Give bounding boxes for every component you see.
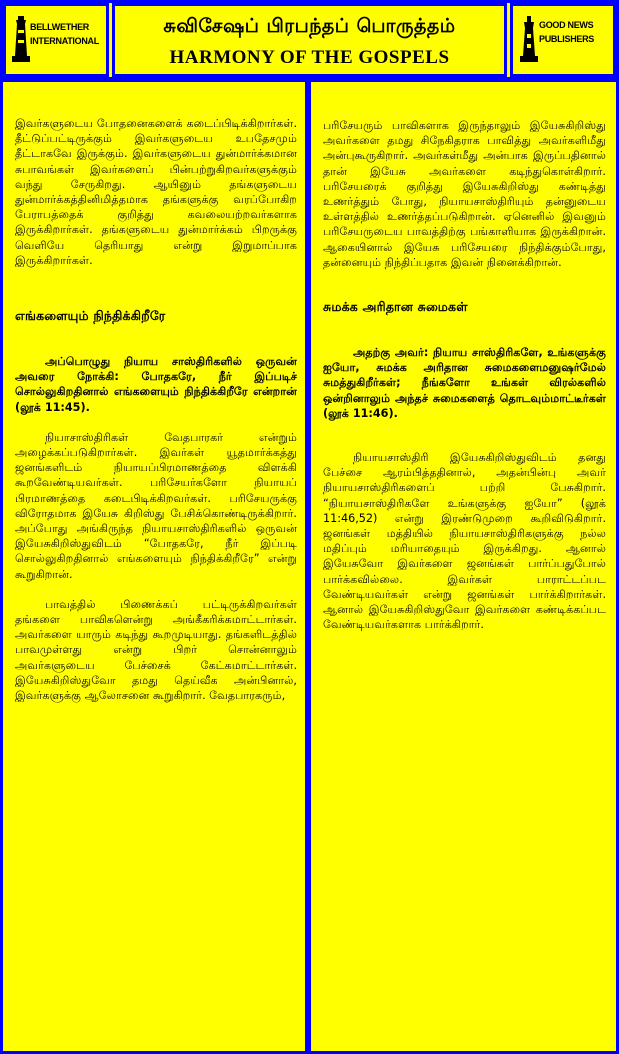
tower-icon xyxy=(519,16,539,64)
right-verse: அதற்கு அவர்: நியாய சாஸ்திரிகளே, உங்களுக்கு ஐயோ, சுமக்க அரிதான சுமைகளைமனுஷர்மேல் சுமத்துகிறீர்கள்; நீங்களோ உங்கள் விரல்களில் ஒன்றினாலும் அந்தச் சுமைகளைத் தொடவும்மாட்டீர்கள் (லூக் 11:46). xyxy=(323,346,606,420)
right-logo-line1: GOOD NEWS xyxy=(539,20,594,30)
good-news-logo xyxy=(510,3,616,77)
right-section-heading: சுமக்க அரிதான சுமைகள் xyxy=(323,299,468,315)
bellwether-logo xyxy=(3,3,109,77)
left-logo-line1: BELLWETHER xyxy=(30,22,89,32)
right-paragraph-1: பரிசேயரும் பாவிகளாக இருந்தாலும் இயேசுகிறிஸ்து அவர்களை தமது சிநேகிதராக பாவித்து அவர்களிமீது அன்புகூருகிறார். அவர்கள்மீது அன்பாக இருப்பதினால் தான் இயேசு அவர்களை கடிந்துகொள்கிறார். பரிசேயரைக் குறித்து இயேசுகிறிஸ்து கண்டித்து உணர்த்தும் போது, நியாயசாஸ்திரியும் தன்னுடைய உள்ளத்தில் உணர்த்தப்படுகிறான். ஏனெனில் இவனும் பரிசேயருடைய பாவத்திற்கு பங்காளியாக இருக்கிறான். ஆகையினால் இயேசு பரிசேயரை நிந்திக்கும்போது, தன்னையும் நிந்திப்பதாக இவன் நினைக்கிறான். xyxy=(323,119,606,269)
left-section-heading: எங்களையும் நிந்திக்கிறீரே xyxy=(15,308,166,324)
left-verse: அப்பொழுது நியாய சாஸ்திரிகளில் ஒருவன் அவரை நோக்கி: போதகரே, நீர் இப்படிச் சொல்லுகிறதினால் எங்களையும் நிந்திக்கிறீரே என்றான் (லூக் 11:45). xyxy=(15,355,297,414)
left-paragraph-3: பாவத்தில் பிணைக்கப் பட்டிருக்கிறவர்கள் தங்களை பாவிகளென்று அங்கீகரிக்கமாட்டார்கள். அவர்களை யாரும் கடிந்து கூறமுடியாது. தங்களிடத்தில் பாவமுள்ளது என்று பிறர் சொன்னாலும் அவர்களுடைய பேச்சைக் கேட்கமாட்டார்கள். இயேசுகிறிஸ்துவோ தமது தெய்வீக அன்பினால், இவர்களுக்கு ஆலோசனை கூறுகிறார். வேதபாரகரும், xyxy=(15,597,297,703)
left-paragraph-2: நியாசாஸ்திரிகள் வேதபாரகர் என்றும் அழைக்கப்படுகிறார்கள். இவர்கள் யூதமார்க்கத்து ஜனங்களிடம் நியாயப்பிரமாணத்தை விளக்கி கூறவேண்டியவர்கள். பரிசேயர்களோ நியாயப் பிரமாணத்தை கடைபிடிக்கிறவர்கள். பரிசேயருக்கு விரோதமாக இயேசு கிறிஸ்து பேசிக்கொண்டிருக்கிறார். அப்போது அங்கிருந்த நியாயசாஸ்திரிகளில் ஒருவன் இயேசுகிறிஸ்துவிடம் “போதகரே, நீர் இப்படி சொல்லுகிறதினால் எங்களையும் நிந்திக்கிறீரே” என்று கூறுகிறான். xyxy=(15,430,297,581)
right-paragraph-2: நியாயசாஸ்திரி இயேசுகிறிஸ்துவிடம் தனது பேச்சை ஆரம்பித்ததினால், அதன்பின்பு அவர் நியாயசாஸ்திரிகளைப் பற்றி பேசுகிறார். “நியாயசாஸ்திரிகளே உங்களுக்கு ஐயோ” (லூக் 11:46,52) என்று இரண்டுமுறை கூறிவிடுகிறார். ஜனங்கள் மத்தியில் நியாயசாஸ்திரிகளுக்கு நல்ல மதிப்பும் மரியாதையும் இருக்கிறது. ஆனால் இயேசுவோ இவர்களை ஜனங்கள் பார்ப்பதுபோல் பார்க்கவில்லை. இவர்கள் பாராட்டப்பட வேண்டியவர்கள் என்று ஜனங்கள் பார்க்கிறார்கள். ஆனால் இயேசுகிறிஸ்துவோ இவர்களை கண்டிக்கப்பட வேண்டியவர்களாக பார்க்கிறார். xyxy=(323,451,606,632)
page-title-tamil: சுவிசேஷப் பிரபந்தப் பொருத்தம் xyxy=(163,15,456,37)
lighthouse-icon xyxy=(12,16,30,64)
left-logo-line2: INTERNATIONAL xyxy=(30,36,99,46)
page-title-english: HARMONY OF THE GOSPELS xyxy=(169,47,450,68)
left-column xyxy=(3,82,308,1051)
right-logo-line2: PUBLISHERS xyxy=(539,34,595,44)
title-block xyxy=(112,3,507,77)
left-paragraph-1: இவர்களுடைய போதனைகளைக் கடைப்பிடிக்கிறார்கள். தீட்டுப்பட்டிருக்கும் இவர்களுடைய உபதேசமும் தீட்டாகவே இருக்கும். இவர்களுடைய துன்மார்க்கமான சுபாவங்கள் இவர்களைப் பின்பற்றுகிறவர்களுக்கும் வந்து சேருகிறது. ஆயினும் தங்களுடைய துன்மார்க்கத்தினிமித்தமாக தங்களுக்கு வரப்போகிற பேராபத்தைக் குறித்து கவலையற்றவர்களாக இருக்கிறார்கள். தங்களுடைய துன்மார்க்கம் பிறருக்கு வெளியே தெரியாது என்று இறுமாப்பாக இருக்கிறார்கள். xyxy=(15,117,297,267)
page-header xyxy=(3,3,616,77)
right-column xyxy=(311,82,616,1051)
